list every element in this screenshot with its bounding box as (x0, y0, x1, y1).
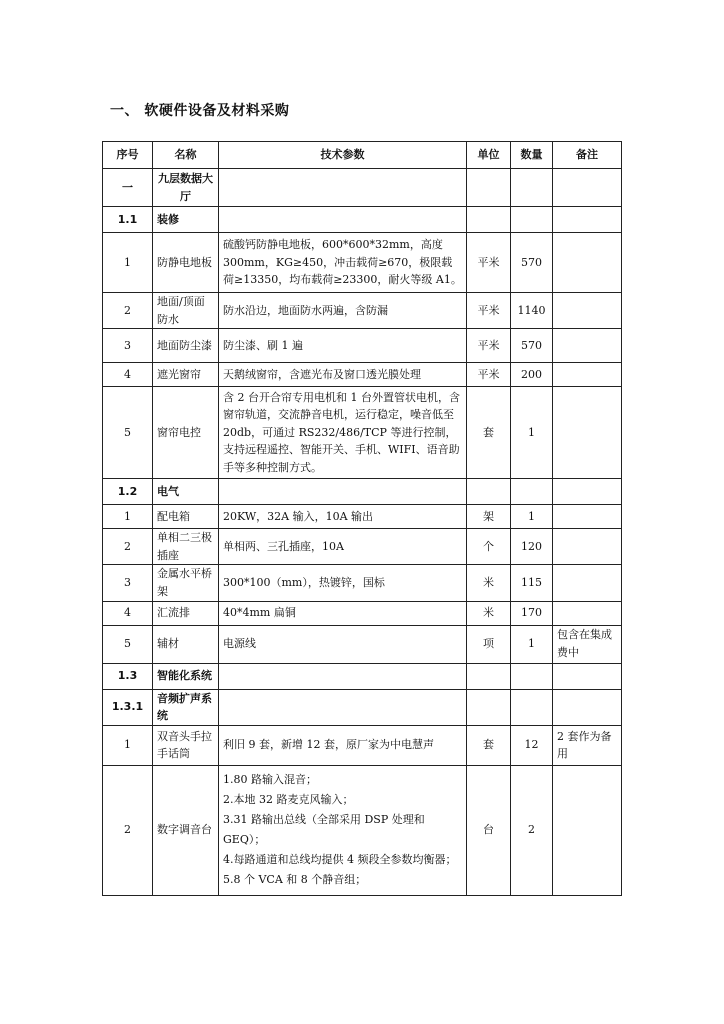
row-note: 2 套作为备用 (553, 725, 622, 765)
row-seq: 2 (103, 529, 153, 565)
row-unit: 平米 (467, 233, 511, 293)
header-note: 备注 (553, 142, 622, 169)
row-qty: 115 (511, 565, 553, 601)
param-line: 2.本地 32 路麦克风输入； (223, 793, 354, 807)
group-seq: 1.3 (103, 663, 153, 689)
row-seq: 4 (103, 363, 153, 387)
row-unit: 台 (467, 765, 511, 895)
row-seq: 2 (103, 765, 153, 895)
row-seq: 3 (103, 329, 153, 363)
rows-electrical (103, 505, 622, 663)
row-qty: 2 (511, 765, 553, 895)
row-param: 利旧 9 套，新增 12 套，原厂家为中电慧声 (219, 725, 467, 765)
row-qty: 1 (511, 387, 553, 479)
section-seq: 一 (103, 169, 153, 207)
row-unit: 米 (467, 601, 511, 625)
row-name: 遮光窗帘 (153, 363, 219, 387)
table-header-row (103, 142, 622, 169)
row-qty: 170 (511, 601, 553, 625)
row-note (553, 387, 622, 479)
rows-audio (103, 725, 622, 765)
row-param: 单相两、三孔插座，10A (219, 529, 467, 565)
row-name: 数字调音台 (153, 765, 219, 895)
param-line: 3.31 路输出总线（全部采用 DSP 处理和 GEQ）； (223, 813, 425, 847)
row-qty: 570 (511, 233, 553, 293)
row-seq: 4 (103, 601, 153, 625)
row-param: 防尘漆、刷 1 遍 (219, 329, 467, 363)
row-unit: 平米 (467, 363, 511, 387)
row-param: 20KW，32A 输入，10A 输出 (219, 505, 467, 529)
row-note (553, 293, 622, 329)
section-name: 九层数据大厅 (153, 169, 219, 207)
header-name: 名称 (153, 142, 219, 169)
table-row (103, 765, 622, 895)
table-row (103, 329, 622, 363)
row-name: 防静电地板 (153, 233, 219, 293)
table-row (103, 601, 622, 625)
group-name: 电气 (153, 479, 219, 505)
row-param: 硫酸钙防静电地板，600*600*32mm，高度300mm，KG≥450，冲击载荷≥670，极限载荷≥13350，均布载荷≥23300，耐火等级 A1。 (219, 233, 467, 293)
table-row (103, 565, 622, 601)
row-note (553, 565, 622, 601)
row-seq: 3 (103, 565, 153, 601)
table-row (103, 363, 622, 387)
row-note (553, 505, 622, 529)
rows-decoration (103, 233, 622, 479)
group-row (103, 207, 622, 233)
row-note (553, 329, 622, 363)
group-seq: 1.1 (103, 207, 153, 233)
param-line: 4.每路通道和总线均提供 4 频段全参数均衡器； (223, 853, 457, 867)
row-seq: 5 (103, 387, 153, 479)
row-qty: 1140 (511, 293, 553, 329)
row-qty: 1 (511, 505, 553, 529)
group-seq: 1.3.1 (103, 689, 153, 725)
header-unit: 单位 (467, 142, 511, 169)
table-row (103, 387, 622, 479)
row-unit: 套 (467, 387, 511, 479)
row-unit: 架 (467, 505, 511, 529)
group-name: 音频扩声系统 (153, 689, 219, 725)
table-row (103, 233, 622, 293)
row-unit: 平米 (467, 293, 511, 329)
row-qty: 200 (511, 363, 553, 387)
row-note (553, 601, 622, 625)
row-name: 金属水平桥架 (153, 565, 219, 601)
row-note (553, 765, 622, 895)
row-qty: 12 (511, 725, 553, 765)
row-note (553, 233, 622, 293)
section-row (103, 169, 622, 207)
group-row (103, 689, 622, 725)
row-param: 300*100（mm），热镀锌，国标 (219, 565, 467, 601)
row-name: 双音头手拉手话筒 (153, 725, 219, 765)
row-seq: 1 (103, 233, 153, 293)
row-unit: 项 (467, 625, 511, 663)
row-param (219, 765, 467, 895)
table-row (103, 529, 622, 565)
row-param: 含 2 台开合帘专用电机和 1 台外置管状电机，含窗帘轨道，交流静音电机，运行稳定，噪音低至 20db，可通过 RS232/486/TCP 等进行控制，支持远程遥控、智能开关、手机、WIFI、语音助手等多种控制方式。 (219, 387, 467, 479)
table-row (103, 505, 622, 529)
row-name: 地面/顶面防水 (153, 293, 219, 329)
table-row (103, 293, 622, 329)
row-seq: 1 (103, 505, 153, 529)
group-seq: 1.2 (103, 479, 153, 505)
row-seq: 5 (103, 625, 153, 663)
row-unit: 米 (467, 565, 511, 601)
param-line: 1.80 路输入混音； (223, 773, 317, 787)
row-unit: 个 (467, 529, 511, 565)
header-seq: 序号 (103, 142, 153, 169)
row-name: 辅材 (153, 625, 219, 663)
table-row (103, 625, 622, 663)
row-name: 汇流排 (153, 601, 219, 625)
row-name: 窗帘电控 (153, 387, 219, 479)
row-note (553, 363, 622, 387)
param-line: 5.8 个 VCA 和 8 个静音组； (223, 873, 367, 887)
row-name: 单相二三极插座 (153, 529, 219, 565)
table-row (103, 725, 622, 765)
row-seq: 1 (103, 725, 153, 765)
section-title: 一、 软硬件设备及材料采购 (110, 103, 290, 119)
header-qty: 数量 (511, 142, 553, 169)
header-param: 技术参数 (219, 142, 467, 169)
group-row (103, 479, 622, 505)
group-name: 装修 (153, 207, 219, 233)
row-qty: 1 (511, 625, 553, 663)
row-unit: 平米 (467, 329, 511, 363)
row-seq: 2 (103, 293, 153, 329)
row-note: 包含在集成费中 (553, 625, 622, 663)
row-param: 40*4mm 扁铜 (219, 601, 467, 625)
row-param: 电源线 (219, 625, 467, 663)
group-row (103, 663, 622, 689)
row-qty: 120 (511, 529, 553, 565)
equipment-table (102, 141, 622, 896)
row-name: 配电箱 (153, 505, 219, 529)
row-param: 防水沿边，地面防水两遍，含防漏 (219, 293, 467, 329)
row-name: 地面防尘漆 (153, 329, 219, 363)
row-qty: 570 (511, 329, 553, 363)
row-unit: 套 (467, 725, 511, 765)
group-name: 智能化系统 (153, 663, 219, 689)
row-note (553, 529, 622, 565)
row-param: 天鹅绒窗帘，含遮光布及窗口透光膜处理 (219, 363, 467, 387)
